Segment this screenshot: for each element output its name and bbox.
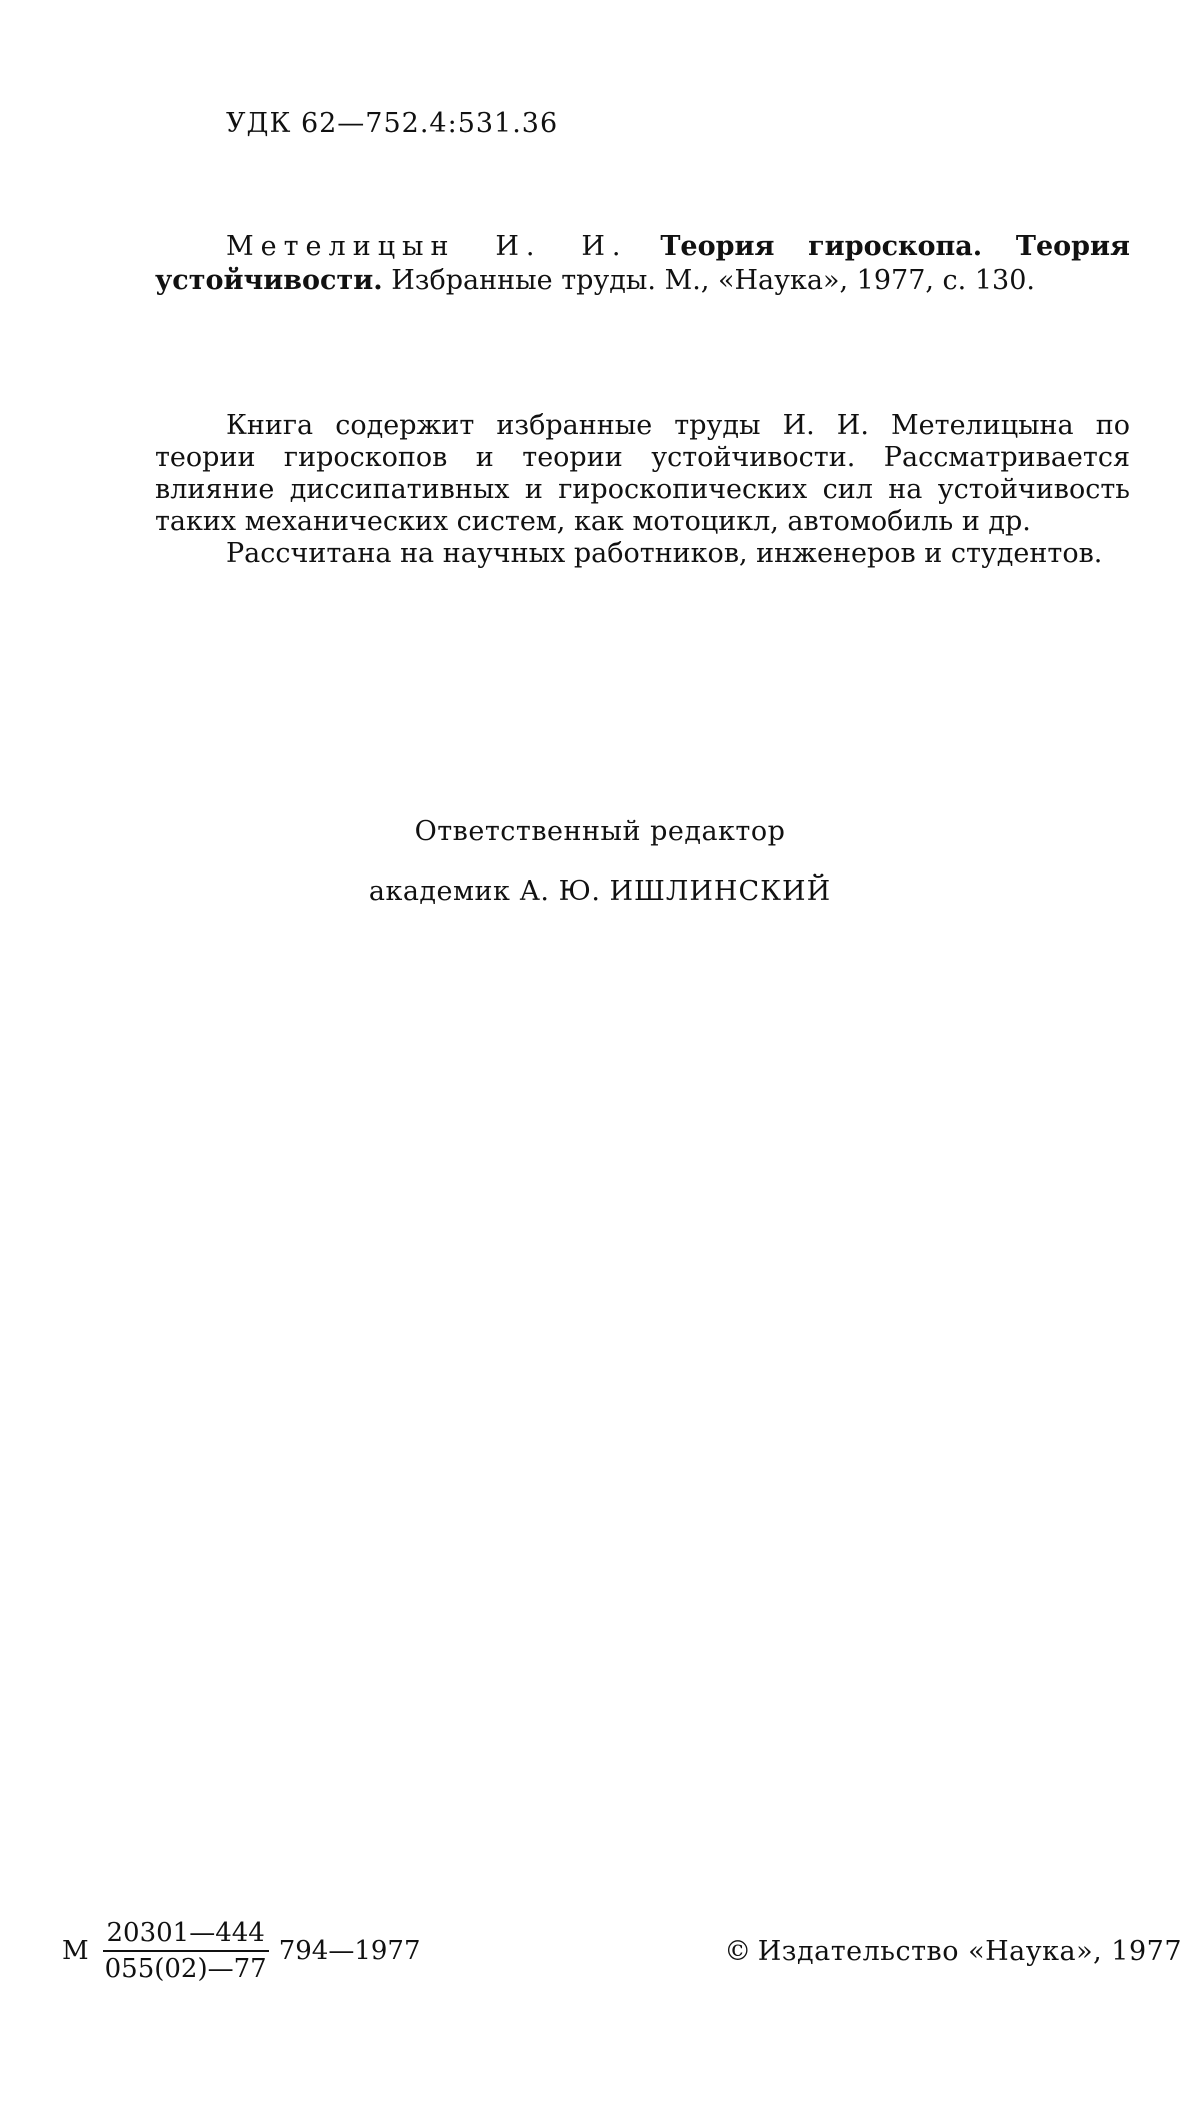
abstract [155, 410, 1130, 570]
code-denominator: 055(02)—77 [104, 1954, 267, 1984]
bibliographic-citation [155, 230, 1130, 298]
editor-surname: ИШЛИНСКИЙ [609, 876, 832, 907]
copyright-notice [724, 1936, 1182, 1967]
abstract-paragraph-2: Рассчитана на научных работников, инженеров и студентов. [226, 538, 1103, 569]
code-fraction [101, 1918, 271, 1984]
editor-name [0, 876, 1200, 907]
copyright-text: Издательство «Наука», 1977 [757, 1936, 1182, 1967]
code-numerator: 20301—444 [103, 1918, 269, 1952]
code-letter: М [62, 1936, 89, 1966]
udc-code: УДК 62—752.4:531.36 [226, 108, 559, 139]
publication-code [62, 1918, 421, 1984]
code-suffix: 794—1977 [278, 1936, 421, 1966]
abstract-paragraph-1: Книга содержит избранные труды И. И. Метелицына по теории гироскопов и теории устойчивости. Рассматривается влияние диссипативных и гироскопических сил на устойчивость таких механических систем, как мотоцикл, автомобиль и др. [155, 410, 1130, 537]
citation-title: Теория гироскопа. Теория устойчивости. [155, 231, 1130, 296]
citation-details: Избранные труды. М., «Наука», 1977, с. 130. [391, 265, 1035, 296]
editor-title: академик А. Ю. [368, 876, 601, 907]
citation-author: Метелицын И. И. [226, 231, 628, 262]
editor-label: Ответственный редактор [414, 816, 786, 847]
copyright-icon: © [724, 1936, 752, 1967]
